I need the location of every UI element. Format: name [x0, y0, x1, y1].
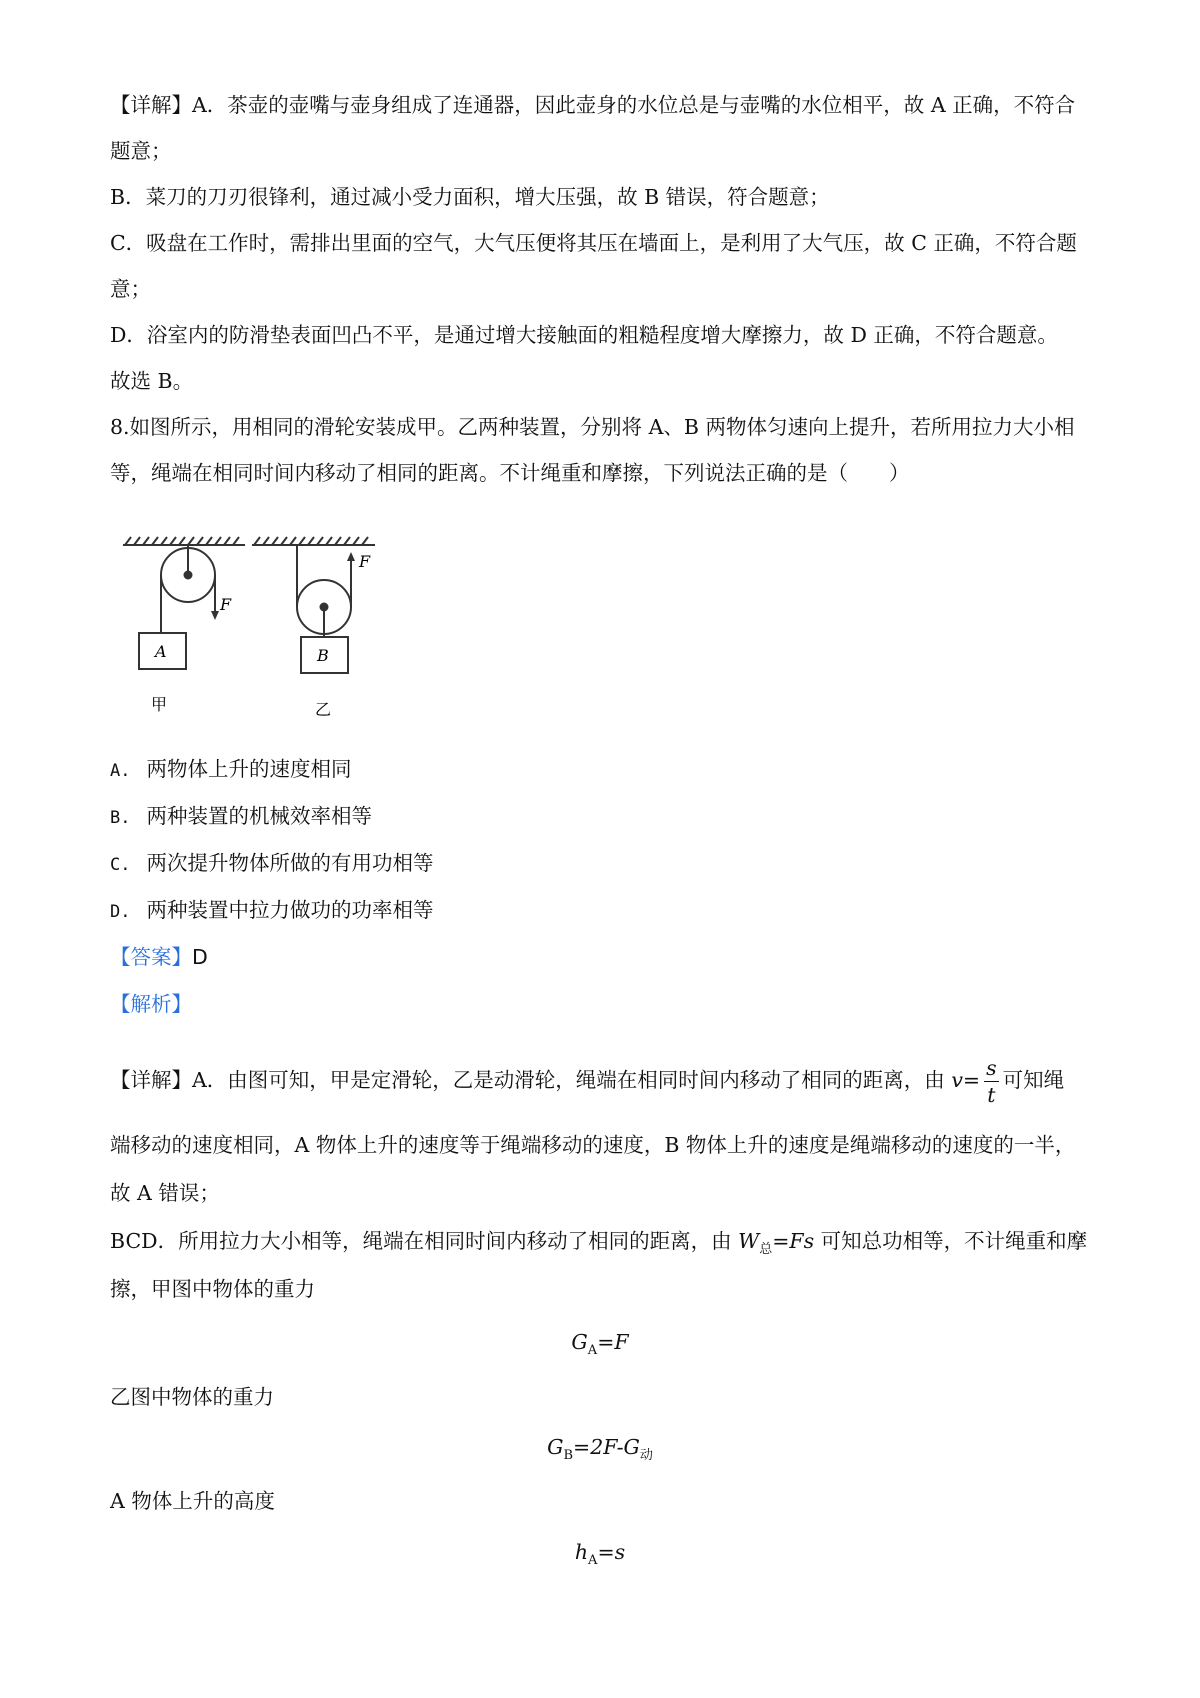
- detail-a-line3: 故 A 错误；: [110, 1181, 220, 1205]
- option-text: 两种装置的机械效率相等: [146, 804, 372, 828]
- formula-numerator: s: [986, 1056, 997, 1080]
- question-8-line2: 等，绳端在相同时间内移动了相同的距离。不计绳重和摩擦，下列说法正确的是（ ）: [110, 461, 910, 485]
- detail-a-part1: 【详解】A．由图可知，甲是定滑轮，乙是动滑轮，绳端在相同时间内移动了相同的距离，由: [110, 1068, 945, 1092]
- answer-value: D: [192, 945, 208, 969]
- detail-c-line2: 意；: [110, 277, 151, 301]
- option-letter: C.: [110, 855, 131, 875]
- w-symbol: W: [738, 1229, 760, 1253]
- formula-denominator: t: [987, 1083, 996, 1107]
- ceiling-yi: [252, 537, 375, 545]
- eq3-rest: =s: [597, 1540, 626, 1564]
- eq2-sub2: 动: [639, 1448, 653, 1464]
- w-rest: =Fs: [772, 1229, 815, 1253]
- formula-fraction: [984, 1055, 999, 1108]
- answer-line: [110, 940, 208, 970]
- bcd-part2: 可知总功相等，不计绳重和摩: [820, 1229, 1088, 1253]
- option-text: 两次提升物体所做的有用功相等: [146, 851, 434, 875]
- eq1-sub: A: [587, 1343, 598, 1359]
- eq1-rest: =F: [597, 1330, 629, 1354]
- eq2-mid: =2F-G: [573, 1435, 640, 1459]
- answer-tag: 【答案】: [110, 945, 192, 969]
- detail-a-line2-2: 端移动的速度相同，A 物体上升的速度等于绳端移动的速度，B 物体上升的速度是绳端移动的速度的一半，: [110, 1133, 1076, 1157]
- force-label-jia: F: [220, 595, 232, 614]
- eq1-g: G: [571, 1330, 588, 1354]
- choice-b: 故选 B。: [110, 369, 194, 393]
- option-b: [110, 799, 372, 829]
- detail-bcd-a-line1: [110, 1050, 1100, 1110]
- detail-a-line2: 题意；: [110, 139, 172, 163]
- equation-ga: [0, 1330, 1200, 1358]
- detail-bcd-line1: [110, 1218, 1100, 1273]
- eq3-h: h: [574, 1540, 589, 1564]
- option-d: [110, 893, 433, 923]
- question-8-line1: 8.如图所示，用相同的滑轮安装成甲。乙两种装置，分别将 A、B 两物体匀速向上提升，若所用拉力大小相: [110, 415, 1075, 439]
- bcd-part1: BCD．所用拉力大小相等，绳端在相同时间内移动了相同的距离，由: [110, 1229, 732, 1253]
- caption-jia: 甲: [151, 695, 168, 714]
- detail-a-part2: 可知绳: [1002, 1068, 1065, 1092]
- box-a-label: A: [155, 642, 167, 661]
- pulley-diagram: [120, 525, 400, 730]
- a-height-text: A 物体上升的高度: [110, 1489, 275, 1513]
- option-letter: A.: [110, 761, 131, 781]
- force-label-yi: F: [359, 552, 371, 571]
- option-text: 两物体上升的速度相同: [146, 757, 352, 781]
- ceiling-jia: [123, 537, 245, 545]
- eq2-sub: B: [563, 1448, 574, 1464]
- detail-b: B．菜刀的刀刃很锋利，通过减小受力面积，增大压强，故 B 错误，符合题意；: [110, 185, 830, 209]
- detail-bcd-line2: 擦，甲图中物体的重力: [110, 1277, 315, 1301]
- equation-gb: [0, 1435, 1200, 1463]
- eq3-sub: A: [588, 1553, 598, 1569]
- eq2-g: G: [547, 1435, 564, 1459]
- option-letter: B.: [110, 808, 131, 828]
- w-subscript: 总: [759, 1242, 773, 1258]
- option-text: 两种装置中拉力做功的功率相等: [146, 898, 434, 922]
- option-a: [110, 752, 351, 782]
- yi-weight-text: 乙图中物体的重力: [110, 1385, 274, 1409]
- fixed-pulley: [139, 545, 219, 669]
- option-letter: D.: [110, 902, 131, 922]
- detail-a-line1: 【详解】A．茶壶的壶嘴与壶身组成了连通器，因此壶身的水位总是与壶嘴的水位相平，故 A 正确，不符合: [110, 93, 1076, 117]
- formula-v: v=: [951, 1068, 981, 1092]
- option-c: [110, 846, 433, 876]
- detail-d: D．浴室内的防滑垫表面凹凸不平，是通过增大接触面的粗糙程度增大摩擦力，故 D 正确，不符合题意。: [110, 323, 1058, 347]
- box-b-label: B: [317, 646, 329, 665]
- caption-yi: 乙: [315, 700, 332, 719]
- analysis-tag: 【解析】: [110, 992, 192, 1016]
- equation-ha: [0, 1540, 1200, 1568]
- detail-c-line1: C．吸盘在工作时，需排出里面的空气，大气压便将其压在墙面上，是利用了大气压，故 C 正确，不符合题: [110, 231, 1077, 255]
